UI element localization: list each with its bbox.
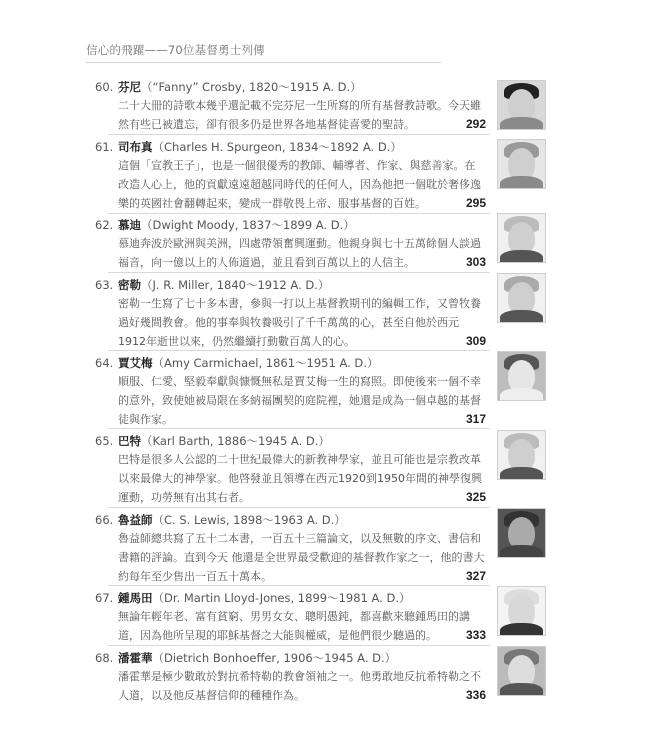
entry-title: [95, 138, 490, 156]
page-number[interactable]: 327: [465, 569, 486, 583]
entry-description: 二十大冊的詩歌本幾乎還記載不完芬尼一生所寫的所有基督教詩歌。今天雖然有些已被遺忘，卻有很多仍是世界各地基督徒喜愛的聖詩。: [118, 99, 481, 131]
portrait-shoulders: [500, 250, 543, 263]
entry-title: [95, 511, 490, 529]
toc-entry-63[interactable]: [95, 276, 490, 351]
divider: [108, 428, 490, 429]
toc-entry-65[interactable]: [95, 432, 490, 508]
portrait-charles-spurgeon: [497, 139, 546, 189]
page-number[interactable]: 292: [465, 117, 486, 131]
portrait-amy-carmichael: [497, 351, 546, 401]
portrait-shoulders: [500, 117, 543, 130]
entry-chinese-name: 芬尼: [118, 80, 141, 94]
entry-chinese-name: 鍾馬田: [118, 591, 153, 605]
divider: [108, 645, 490, 646]
divider: [108, 350, 490, 351]
portrait-shoulders: [500, 545, 543, 558]
entry-title: [95, 276, 490, 294]
page-number[interactable]: 309: [465, 334, 486, 348]
page-number[interactable]: 317: [465, 412, 486, 426]
divider: [108, 134, 490, 135]
portrait-shoulders: [500, 388, 543, 401]
entry-description: 慕迪奔波於歐洲與美洲，四處帶領奮興運動。他親身與七十五萬餘個人談過福音，向一億以上的人佈道過，並且看到百萬以上的人信主。: [118, 237, 481, 269]
portrait-karl-barth: [497, 430, 546, 480]
entry-english-name: （Karl Barth, 1886～1945 A. D.）: [141, 434, 330, 448]
entry-chinese-name: 慕迪: [118, 218, 141, 232]
page-number[interactable]: 295: [465, 196, 486, 210]
entry-english-name: （Dwight Moody, 1837～1899 A. D.）: [141, 218, 355, 232]
entry-title: [95, 649, 490, 667]
entry-number: 63.: [95, 278, 114, 292]
entry-title: [95, 354, 490, 372]
toc-entry-67[interactable]: [95, 589, 490, 646]
entry-english-name: （J. R. Miller, 1840～1912 A. D.）: [141, 278, 330, 292]
entry-english-name: （C. S. Lewis, 1898～1963 A. D.）: [152, 513, 346, 527]
entry-description: 巴特是很多人公認的二十世紀最偉大的新教神學家，並且可能也是宗教改革以來最偉大的神學家。他啓發並且領導在西元1920到1950年間的神學復興運動，功勞無有出其右者。: [118, 453, 482, 504]
portrait-shoulders: [500, 683, 543, 696]
entry-description-block: [118, 96, 490, 134]
page-number[interactable]: 333: [465, 628, 486, 642]
entry-chinese-name: 魯益師: [118, 513, 153, 527]
entry-description: 這個「宣教王子」，也是一個很優秀的教師、輔導者、作家、與慈善家。在改造人心上，他的貢獻遠遠超越同時代的任何人，因為他把一個耽於奢侈逸樂的英國社會翻轉起來，變成一群敬畏上帝、服事基督的百姓。: [118, 159, 481, 210]
book-title: 信心的飛躍——70位基督勇士列傳: [86, 43, 265, 57]
divider: [108, 272, 490, 273]
entry-chinese-name: 司布真: [118, 140, 153, 154]
running-header: [86, 42, 441, 63]
portrait-jr-miller: [497, 273, 546, 323]
portrait-martin-lloyd-jones: [497, 586, 546, 636]
entry-description-block: [118, 294, 490, 351]
entry-description-block: [118, 667, 490, 705]
toc-entry-68[interactable]: [95, 649, 490, 706]
entry-title: [95, 78, 490, 96]
entry-description: 魯益師總共寫了五十二本書，一百五十三篇論文，以及無數的序文、書信和書籍的評論。直到今天 他還是全世界最受歡迎的基督教作家之一，他的書大約每年至少售出一百五十萬本。: [118, 532, 485, 583]
entry-chinese-name: 賈艾梅: [118, 356, 153, 370]
portrait-shoulders: [500, 310, 543, 323]
entry-chinese-name: 密勒: [118, 278, 141, 292]
entry-number: 65.: [95, 434, 114, 448]
page-number[interactable]: 336: [465, 688, 486, 702]
entry-description: 無論年輕年老、富有貧窮、男男女女、聰明愚鈍，都喜歡來聽鍾馬田的講道，因為他所呈現的耶穌基督之大能與權威，是他們很少聽過的。: [118, 610, 470, 642]
entry-description-block: [118, 607, 490, 645]
entry-number: 61.: [95, 140, 114, 154]
entry-number: 68.: [95, 651, 114, 665]
entry-description-block: [118, 156, 490, 213]
portrait-cs-lewis: [497, 508, 546, 558]
toc-entry-62[interactable]: [95, 216, 490, 273]
entry-title: [95, 589, 490, 607]
entry-title: [95, 216, 490, 234]
page-number[interactable]: 325: [465, 490, 486, 504]
entry-description-block: [118, 450, 490, 507]
entry-chinese-name: 潘霍華: [118, 651, 153, 665]
entry-number: 67.: [95, 591, 114, 605]
entry-number: 60.: [95, 80, 114, 94]
toc-entry-61[interactable]: [95, 138, 490, 214]
entry-title: [95, 432, 490, 450]
entry-english-name: （Amy Carmichael, 1861～1951 A. D.）: [152, 356, 379, 370]
entry-description-block: [118, 529, 490, 586]
toc-entry-66[interactable]: [95, 511, 490, 586]
page-number[interactable]: 303: [465, 255, 486, 269]
portrait-fanny-crosby: [497, 80, 546, 130]
divider: [108, 585, 490, 586]
entry-chinese-name: 巴特: [118, 434, 141, 448]
entry-english-name: （“Fanny” Crosby, 1820～1915 A. D.）: [141, 80, 362, 94]
entry-number: 66.: [95, 513, 114, 527]
portrait-shoulders: [500, 467, 543, 480]
portrait-dwight-moody: [497, 213, 546, 263]
portrait-shoulders: [500, 623, 543, 636]
divider: [108, 213, 490, 214]
entry-number: 62.: [95, 218, 114, 232]
entry-description: 潘霍華是極少數敢於對抗希特勒的教會領袖之一。他勇敢地反抗希特勒之不人道，以及他反基督信仰的種種作為。: [118, 670, 481, 702]
entry-description-block: [118, 234, 490, 272]
toc-entry-60[interactable]: [95, 78, 490, 135]
portrait-dietrich-bonhoeffer: [497, 646, 546, 696]
entry-description: 密勒一生寫了七十多本書，參與一打以上基督教期刊的編輯工作，又曾牧養過好幾間教會。他的事奉與牧養吸引了千千萬萬的心，甚至自他於西元1912年逝世以來，仍然繼續打動數百萬人的心。: [118, 297, 481, 348]
divider: [108, 507, 490, 508]
entry-description: 順服、仁愛、堅毅奉獻與慷慨無私是賈艾梅一生的寫照。即使後來一個不幸的意外，致使她被局限在多納福團契的庭院裡，她還是成為一個卓越的基督徒與作家。: [118, 375, 481, 426]
portrait-shoulders: [500, 176, 543, 189]
entry-number: 64.: [95, 356, 114, 370]
entry-english-name: （Dietrich Bonhoeffer, 1906～1945 A. D.）: [152, 651, 397, 665]
entry-english-name: （Dr. Martin Lloyd-Jones, 1899～1981 A. D.）: [152, 591, 411, 605]
entry-description-block: [118, 372, 490, 429]
entry-english-name: （Charles H. Spurgeon, 1834～1892 A. D.）: [152, 140, 402, 154]
toc-entry-64[interactable]: [95, 354, 490, 429]
